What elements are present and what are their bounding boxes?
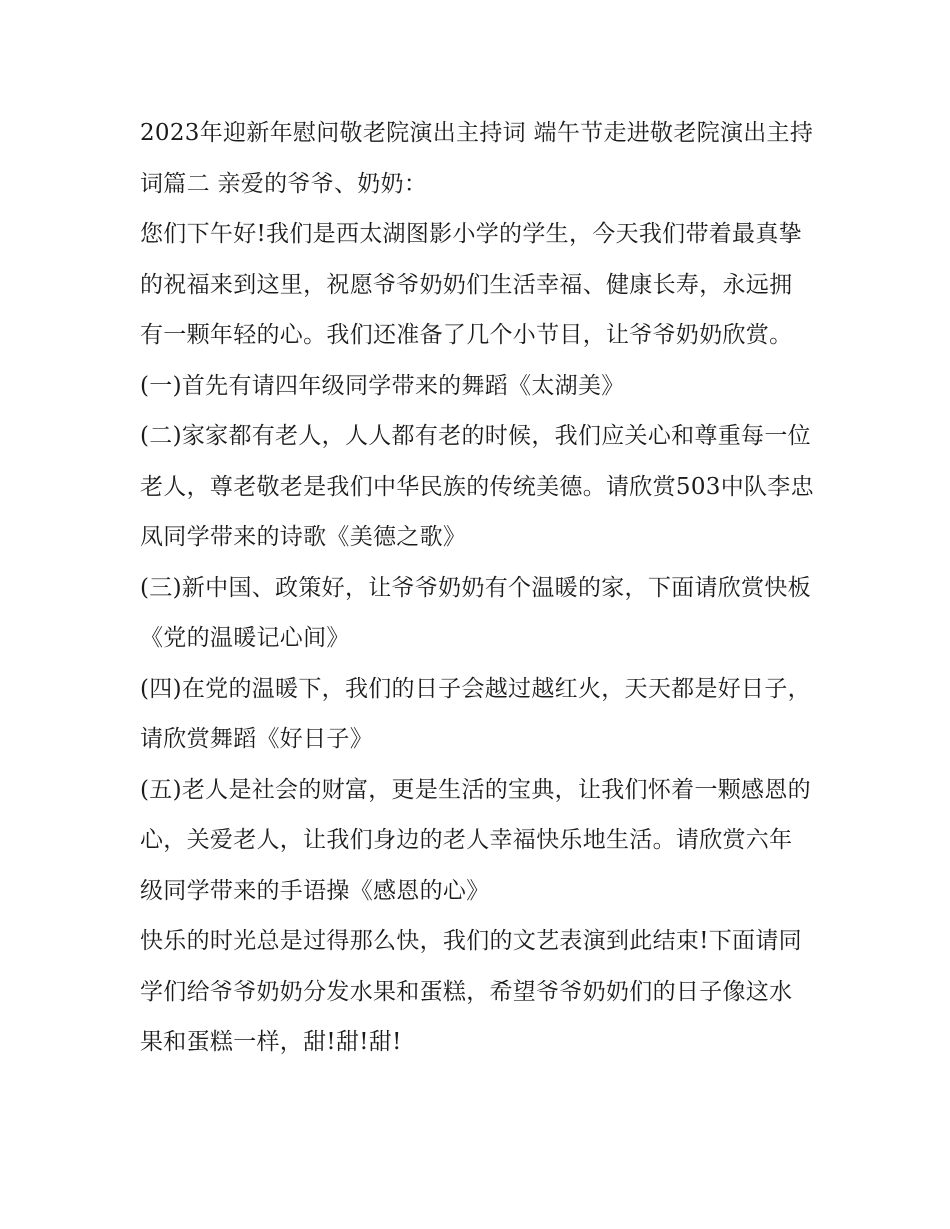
paragraph-closing: 快乐的时光总是过得那么快，我们的文艺表演到此结束!下面请同学们给爷爷奶奶分发水果和蛋糕，希望爷爷奶奶们的日子像这水果和蛋糕一样，甜!甜!甜! [140,928,802,1055]
paragraph-greeting: 您们下午好!我们是西太湖图影小学的学生，今天我们带着最真挚的祝福来到这里，祝愿爷爷奶奶们生活幸福、健康长寿，永远拥有一颗年轻的心。我们还准备了几个小节目，让爷爷奶奶欣赏。 [140,221,802,348]
paragraph-program-3: (三)新中国、政策好，让爷爷奶奶有个温暖的家，下面请欣赏快板《党的温暖记心间》 [140,574,811,651]
paragraph-title: 2023年迎新年慰问敬老院演出主持词 端午节走进敬老院演出主持词篇二 亲爱的爷爷、奶奶： [140,120,814,197]
paragraph-program-4: (四)在党的温暖下，我们的日子会越过越红火，天天都是好日子，请欣赏舞蹈《好日子》 [140,675,811,752]
paragraph-program-2: (二)家家都有老人，人人都有老的时候，我们应关心和尊重每一位老人，尊老敬老是我们中华民族的传统美德。请欣赏503中队李忠凤同学带来的诗歌《美德之歌》 [140,423,814,550]
document-body [140,108,815,1068]
paragraph-program-5: (五)老人是社会的财富，更是生活的宝典，让我们怀着一颗感恩的心，关爱老人，让我们身边的老人幸福快乐地生活。请欣赏六年级同学带来的手语操《感恩的心》 [140,776,811,904]
paragraph-program-1: (一)首先有请四年级同学带来的舞蹈《太湖美》 [140,372,625,399]
